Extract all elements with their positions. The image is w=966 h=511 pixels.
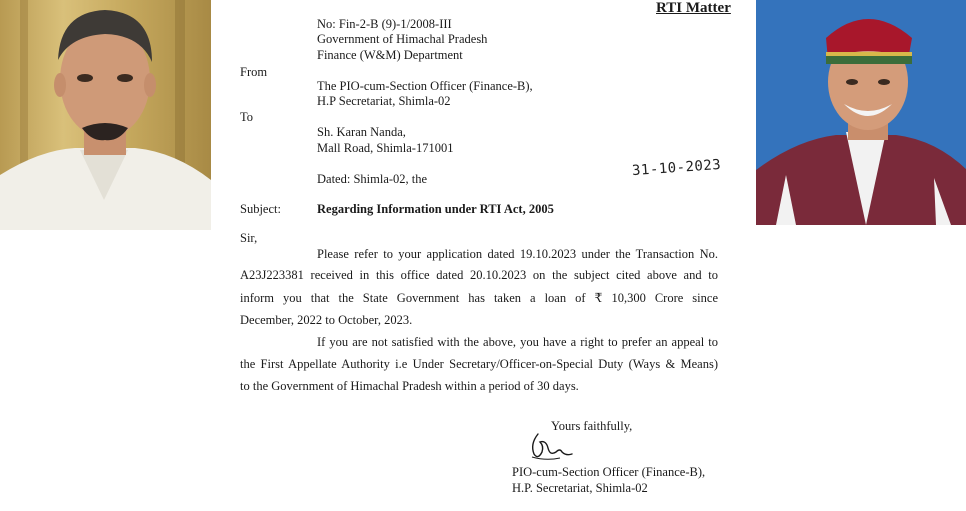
government-name: Government of Himachal Pradesh	[317, 32, 488, 46]
salutation: Sir,	[240, 231, 258, 245]
from-line-1: The PIO-cum-Section Officer (Finance-B),	[317, 79, 533, 93]
handwritten-date: 31-10-2023	[631, 156, 722, 180]
right-portrait-photo	[756, 0, 966, 225]
dated-line: Dated: Shimla-02, the	[317, 172, 428, 186]
reference-number: No: Fin-2-B (9)-1/2008-III	[317, 17, 452, 31]
from-label: From	[240, 65, 268, 79]
paragraph-2-line-1: If you are not satisfied with the above, you have a right to prefer an appeal to	[317, 335, 718, 349]
paragraph-2-line-3: to the Government of Himachal Pradesh within a period of 30 days.	[240, 379, 579, 393]
to-line-2: Mall Road, Shimla-171001	[317, 141, 454, 155]
from-line-2: H.P Secretariat, Shimla-02	[317, 94, 451, 108]
left-portrait-photo	[0, 0, 211, 230]
subject-label: Subject:	[240, 202, 281, 216]
department-name: Finance (W&M) Department	[317, 48, 463, 62]
paragraph-1-line-4: December, 2022 to October, 2023.	[240, 313, 413, 327]
paragraph-2-line-2: the First Appellate Authority i.e Under Secretary/Officer-on-Special Duty (Ways & Means)	[240, 357, 718, 371]
to-label: To	[240, 110, 254, 124]
subject-text: Regarding Information under RTI Act, 2005	[317, 202, 554, 216]
signatory-line-2: H.P. Secretariat, Shimla-02	[512, 481, 648, 495]
handwritten-signature	[526, 430, 576, 464]
paragraph-1-line-2: A23J223381 received in this office dated 20.10.2023 on the subject cited above and to	[240, 268, 718, 282]
paragraph-1-line-1: Please refer to your application dated 19.10.2023 under the Transaction No.	[317, 247, 718, 261]
rti-matter-label: RTI Matter	[656, 0, 731, 16]
yours-faithfully: Yours faithfully,	[551, 419, 633, 433]
paragraph-1-line-3: inform you that the State Government has taken a loan of ₹ 10,300 Crore since	[240, 291, 718, 305]
signatory-line-1: PIO-cum-Section Officer (Finance-B),	[512, 465, 706, 479]
to-line-1: Sh. Karan Nanda,	[317, 125, 406, 139]
